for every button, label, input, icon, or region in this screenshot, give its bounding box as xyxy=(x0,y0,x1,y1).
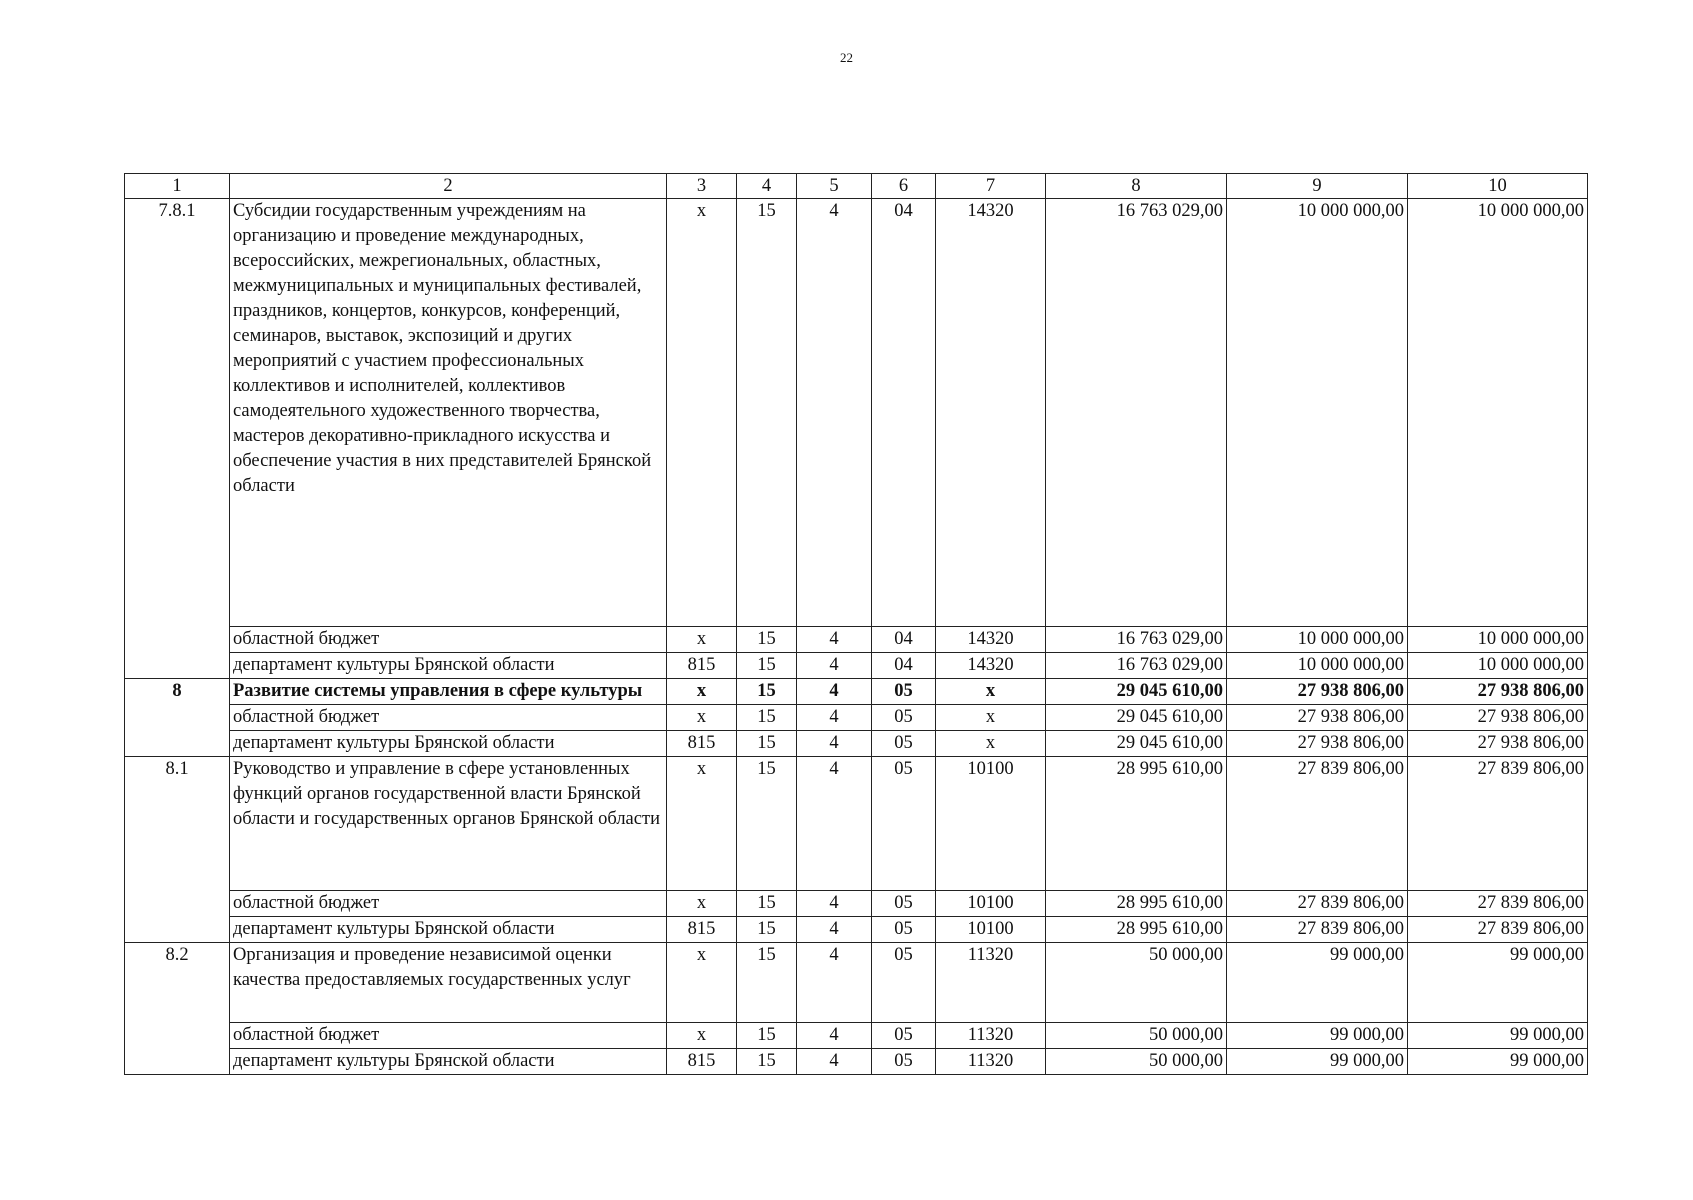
header-cell: 6 xyxy=(872,174,936,199)
page-number: 22 xyxy=(840,50,853,65)
cell-col3: 815 xyxy=(667,731,737,757)
cell-col5: 4 xyxy=(797,1023,872,1049)
table-row xyxy=(125,1023,1588,1049)
cell-col3: х xyxy=(667,199,737,627)
row-number xyxy=(125,917,230,943)
cell-col3: х xyxy=(667,1023,737,1049)
cell-col6: 05 xyxy=(872,917,936,943)
cell-col9: 27 938 806,00 xyxy=(1227,679,1408,705)
cell-col4: 15 xyxy=(737,679,797,705)
cell-col10: 27 938 806,00 xyxy=(1408,679,1588,705)
cell-col9: 27 839 806,00 xyxy=(1227,891,1408,917)
row-number xyxy=(125,731,230,757)
cell-col10: 27 938 806,00 xyxy=(1408,731,1588,757)
cell-col3: х xyxy=(667,943,737,1023)
table-row xyxy=(125,891,1588,917)
cell-col10: 27 938 806,00 xyxy=(1408,705,1588,731)
cell-col3: х xyxy=(667,627,737,653)
cell-col4: 15 xyxy=(737,943,797,1023)
cell-col4: 15 xyxy=(737,891,797,917)
row-description: областной бюджет xyxy=(230,627,667,653)
row-number xyxy=(125,705,230,731)
header-cell: 1 xyxy=(125,174,230,199)
table-row xyxy=(125,1049,1588,1075)
cell-col6: 05 xyxy=(872,731,936,757)
cell-col3: х xyxy=(667,705,737,731)
cell-col6: 05 xyxy=(872,705,936,731)
cell-col5: 4 xyxy=(797,679,872,705)
header-row xyxy=(125,174,1588,199)
cell-col3: х xyxy=(667,679,737,705)
cell-col5: 4 xyxy=(797,705,872,731)
cell-col8: 28 995 610,00 xyxy=(1046,917,1227,943)
table-row xyxy=(125,627,1588,653)
row-description: Руководство и управление в сфере установленных функций органов государственной власти Брянской области и государственных органов Брянской области xyxy=(230,757,667,891)
cell-col9: 10 000 000,00 xyxy=(1227,653,1408,679)
cell-col9: 27 839 806,00 xyxy=(1227,757,1408,891)
cell-col7: 14320 xyxy=(936,199,1046,627)
cell-col8: 28 995 610,00 xyxy=(1046,757,1227,891)
cell-col6: 05 xyxy=(872,943,936,1023)
cell-col4: 15 xyxy=(737,731,797,757)
cell-col7: 11320 xyxy=(936,1023,1046,1049)
cell-col4: 15 xyxy=(737,199,797,627)
header-cell: 5 xyxy=(797,174,872,199)
cell-col7: х xyxy=(936,731,1046,757)
cell-col4: 15 xyxy=(737,1023,797,1049)
row-number: 7.8.1 xyxy=(125,199,230,627)
cell-col10: 27 839 806,00 xyxy=(1408,891,1588,917)
cell-col9: 27 938 806,00 xyxy=(1227,731,1408,757)
cell-col8: 50 000,00 xyxy=(1046,1023,1227,1049)
cell-col7: 10100 xyxy=(936,917,1046,943)
row-description: областной бюджет xyxy=(230,891,667,917)
row-number: 8.1 xyxy=(125,757,230,891)
header-cell: 3 xyxy=(667,174,737,199)
row-description: Субсидии государственным учреждениям на организацию и проведение международных, всероссийских, межрегиональных, областных, межмуниципальных и муниципальных фестивалей, праздников, концертов, конкурсов, конференций, семинаров, выставок, экспозиций и других мероприятий с участием профессиональных коллективов и исполнителей, коллективов самодеятельного художественного творчества, мастеров декоративно-прикладного искусства и обеспечение участия в них представителей Брянской области xyxy=(230,199,667,627)
cell-col8: 29 045 610,00 xyxy=(1046,731,1227,757)
cell-col6: 04 xyxy=(872,199,936,627)
header-cell: 4 xyxy=(737,174,797,199)
cell-col10: 99 000,00 xyxy=(1408,1049,1588,1075)
cell-col9: 27 839 806,00 xyxy=(1227,917,1408,943)
row-description: Развитие системы управления в сфере культуры xyxy=(230,679,667,705)
row-number: 8 xyxy=(125,679,230,705)
row-description: Организация и проведение независимой оценки качества предоставляемых государственных услуг xyxy=(230,943,667,1023)
cell-col5: 4 xyxy=(797,627,872,653)
cell-col8: 29 045 610,00 xyxy=(1046,679,1227,705)
cell-col4: 15 xyxy=(737,917,797,943)
table-row xyxy=(125,757,1588,891)
cell-col3: х xyxy=(667,757,737,891)
cell-col10: 10 000 000,00 xyxy=(1408,653,1588,679)
cell-col5: 4 xyxy=(797,917,872,943)
cell-col4: 15 xyxy=(737,705,797,731)
cell-col6: 04 xyxy=(872,627,936,653)
cell-col6: 05 xyxy=(872,679,936,705)
cell-col9: 99 000,00 xyxy=(1227,1023,1408,1049)
cell-col10: 27 839 806,00 xyxy=(1408,917,1588,943)
cell-col3: 815 xyxy=(667,1049,737,1075)
row-description: департамент культуры Брянской области xyxy=(230,731,667,757)
budget-table xyxy=(124,173,1588,1075)
row-number xyxy=(125,627,230,653)
cell-col5: 4 xyxy=(797,1049,872,1075)
cell-col9: 10 000 000,00 xyxy=(1227,199,1408,627)
table-row xyxy=(125,917,1588,943)
cell-col10: 10 000 000,00 xyxy=(1408,199,1588,627)
cell-col5: 4 xyxy=(797,891,872,917)
cell-col8: 16 763 029,00 xyxy=(1046,627,1227,653)
cell-col4: 15 xyxy=(737,757,797,891)
cell-col10: 99 000,00 xyxy=(1408,943,1588,1023)
cell-col7: 14320 xyxy=(936,653,1046,679)
cell-col5: 4 xyxy=(797,653,872,679)
cell-col5: 4 xyxy=(797,757,872,891)
table-row xyxy=(125,199,1588,627)
cell-col9: 27 938 806,00 xyxy=(1227,705,1408,731)
cell-col5: 4 xyxy=(797,943,872,1023)
table-row xyxy=(125,705,1588,731)
header-cell: 7 xyxy=(936,174,1046,199)
cell-col6: 04 xyxy=(872,653,936,679)
cell-col8: 50 000,00 xyxy=(1046,943,1227,1023)
row-description: департамент культуры Брянской области xyxy=(230,653,667,679)
row-number xyxy=(125,653,230,679)
row-description: областной бюджет xyxy=(230,705,667,731)
cell-col5: 4 xyxy=(797,731,872,757)
cell-col7: х xyxy=(936,705,1046,731)
table-row xyxy=(125,653,1588,679)
cell-col6: 05 xyxy=(872,757,936,891)
cell-col3: х xyxy=(667,891,737,917)
cell-col7: 10100 xyxy=(936,757,1046,891)
row-number xyxy=(125,1049,230,1075)
header-cell: 9 xyxy=(1227,174,1408,199)
table-row xyxy=(125,731,1588,757)
table-row xyxy=(125,679,1588,705)
table-row xyxy=(125,943,1588,1023)
cell-col10: 99 000,00 xyxy=(1408,1023,1588,1049)
cell-col8: 16 763 029,00 xyxy=(1046,199,1227,627)
cell-col7: 11320 xyxy=(936,943,1046,1023)
cell-col7: 11320 xyxy=(936,1049,1046,1075)
cell-col7: 10100 xyxy=(936,891,1046,917)
header-cell: 8 xyxy=(1046,174,1227,199)
cell-col8: 50 000,00 xyxy=(1046,1049,1227,1075)
cell-col5: 4 xyxy=(797,199,872,627)
row-description: областной бюджет xyxy=(230,1023,667,1049)
cell-col4: 15 xyxy=(737,653,797,679)
cell-col3: 815 xyxy=(667,917,737,943)
cell-col6: 05 xyxy=(872,1023,936,1049)
cell-col7: 14320 xyxy=(936,627,1046,653)
cell-col9: 99 000,00 xyxy=(1227,1049,1408,1075)
row-number xyxy=(125,1023,230,1049)
cell-col3: 815 xyxy=(667,653,737,679)
row-number: 8.2 xyxy=(125,943,230,1023)
cell-col8: 28 995 610,00 xyxy=(1046,891,1227,917)
header-cell: 2 xyxy=(230,174,667,199)
cell-col6: 05 xyxy=(872,1049,936,1075)
row-description: департамент культуры Брянской области xyxy=(230,1049,667,1075)
cell-col6: 05 xyxy=(872,891,936,917)
cell-col10: 27 839 806,00 xyxy=(1408,757,1588,891)
cell-col9: 10 000 000,00 xyxy=(1227,627,1408,653)
cell-col4: 15 xyxy=(737,1049,797,1075)
cell-col7: х xyxy=(936,679,1046,705)
row-number xyxy=(125,891,230,917)
row-description: департамент культуры Брянской области xyxy=(230,917,667,943)
cell-col10: 10 000 000,00 xyxy=(1408,627,1588,653)
cell-col4: 15 xyxy=(737,627,797,653)
cell-col8: 16 763 029,00 xyxy=(1046,653,1227,679)
cell-col8: 29 045 610,00 xyxy=(1046,705,1227,731)
header-cell: 10 xyxy=(1408,174,1588,199)
cell-col9: 99 000,00 xyxy=(1227,943,1408,1023)
